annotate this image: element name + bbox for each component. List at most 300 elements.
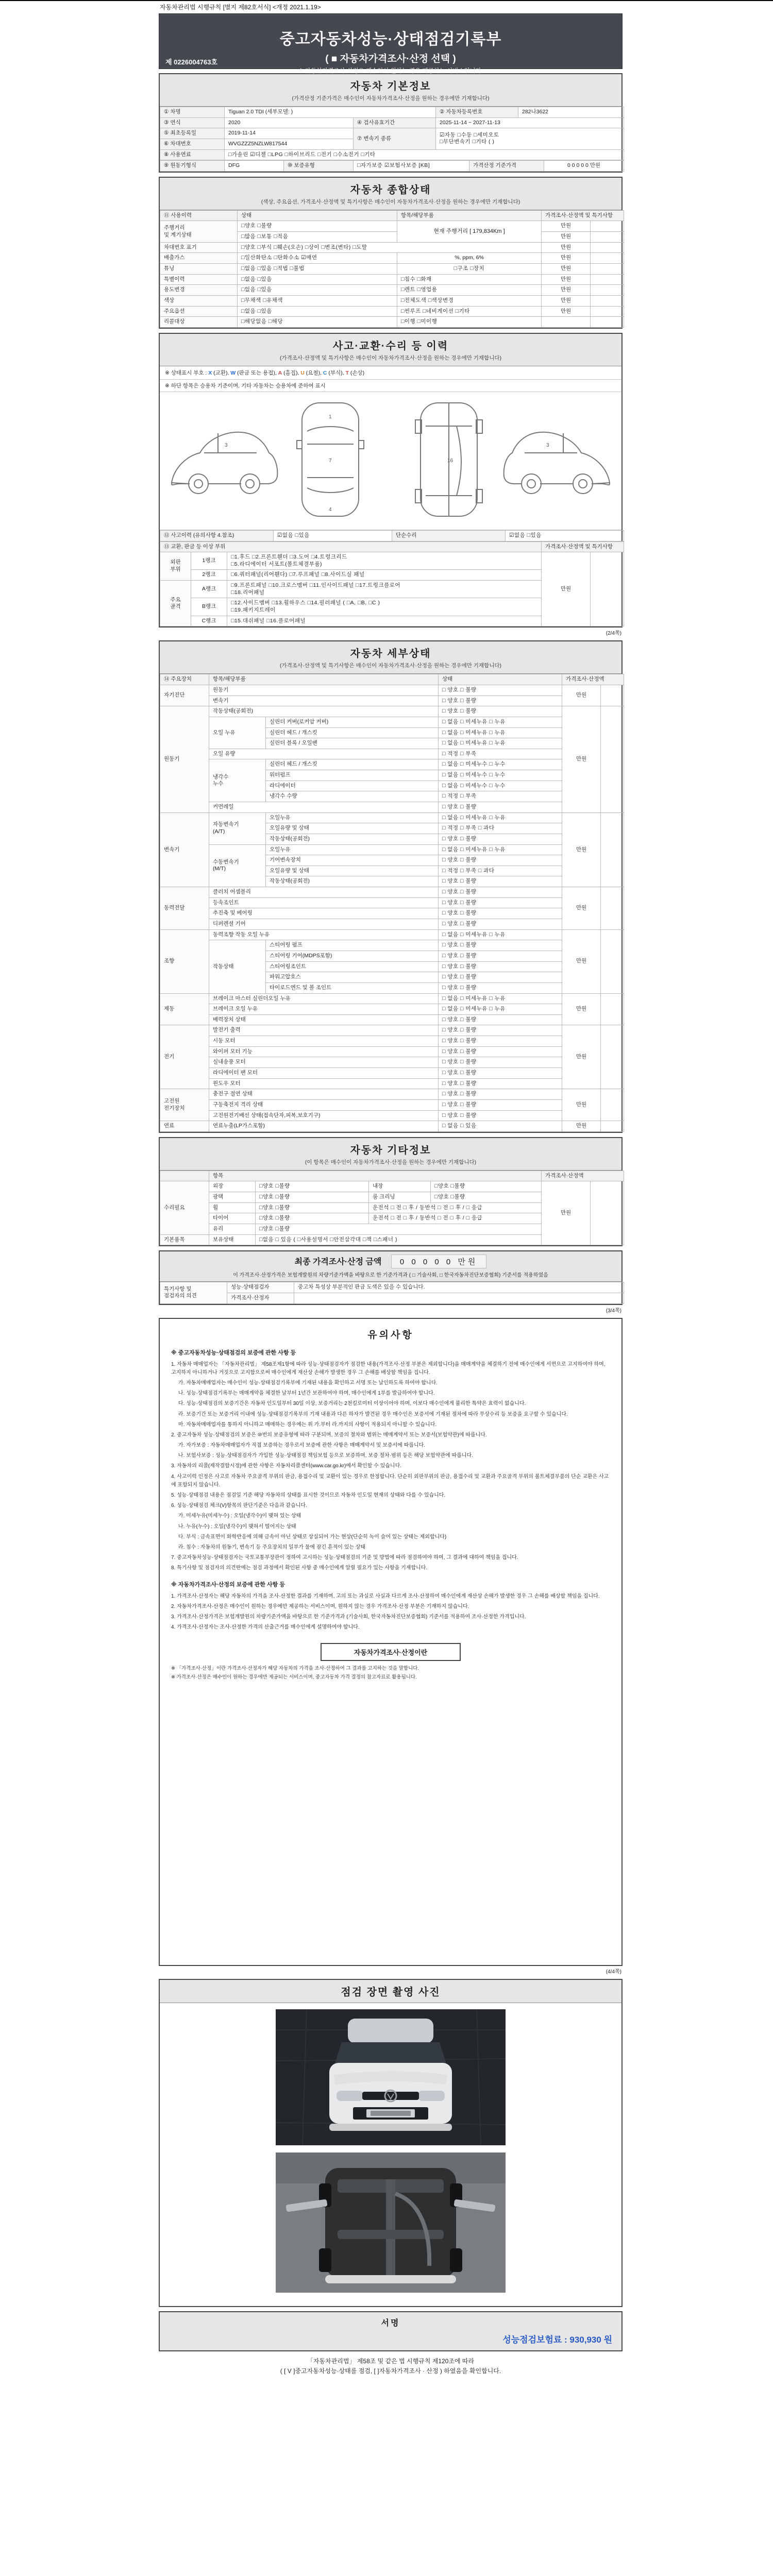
table-row bbox=[160, 802, 624, 812]
table-cell: 오일누유 bbox=[266, 844, 439, 855]
checkbox-group: □ 양호 □ 불량 bbox=[439, 1036, 562, 1047]
table-cell: 고전원전기배선 상태(접속단자,피복,보호기구) bbox=[209, 1110, 439, 1121]
column-header: ① 차명 bbox=[160, 107, 225, 118]
report-note: ※ 자동차가격조사·산정은 매수인이 원하는 경우 제공하는 서비스입니다. bbox=[298, 68, 483, 74]
table-cell bbox=[601, 1025, 624, 1089]
section-notes bbox=[159, 1318, 623, 1966]
table-row bbox=[160, 530, 624, 541]
table-cell: 수동변속기 (M/T) bbox=[209, 844, 266, 887]
table-row bbox=[160, 1004, 624, 1015]
table-row bbox=[160, 253, 624, 264]
table-cell: 튜닝 bbox=[160, 264, 238, 275]
table-cell: 2019-11-14 bbox=[225, 128, 354, 139]
checkbox-group: □ 없음 □ 미세누유 □ 누유 bbox=[439, 844, 562, 855]
table-row bbox=[160, 717, 624, 727]
table-cell: 구동축전지 격리 상태 bbox=[209, 1099, 439, 1110]
table-cell: 작동상태 bbox=[209, 940, 266, 993]
final-price-value: 0 0 0 0 0 만원 bbox=[391, 1255, 487, 1268]
table-cell: 작동상태(공회전) bbox=[266, 876, 439, 887]
table-cell: 고전원 전기장치 bbox=[160, 1089, 209, 1121]
car-diagram-side-right bbox=[504, 432, 610, 494]
note-line: 나. 보험사보증 : 성능·상태점검자가 가입한 성능·상태점검 책임보험 등으로 보증하며, 보증 절차·범위 등은 해당 보험약관에 따릅니다. bbox=[171, 1453, 473, 1459]
table-row bbox=[160, 844, 624, 855]
overall-state-table bbox=[160, 210, 621, 328]
checkbox-group: □ 양호 □ 불량 bbox=[439, 1099, 562, 1110]
column-header: ② 자동차등록번호 bbox=[436, 107, 518, 118]
checkbox-group: □없음 □있음 bbox=[238, 306, 397, 317]
table-cell: 시동 모터 bbox=[209, 1036, 439, 1047]
table-row bbox=[160, 221, 624, 232]
column-header: 단순수리 bbox=[392, 530, 506, 541]
table-row bbox=[160, 759, 624, 770]
table-cell: 제동 bbox=[160, 993, 209, 1025]
photo-car-front bbox=[276, 2009, 506, 2145]
section-photos-title: 점검 장면 촬영 사진 bbox=[341, 1986, 441, 1998]
checkbox-group: □ 없음 □ 미세누수 □ 누수 bbox=[439, 759, 562, 770]
table-cell: DFG bbox=[225, 161, 284, 172]
checkbox-group: ☑없음 □있음 bbox=[274, 530, 392, 541]
table-cell: 특기사항 및 점검자의 의견 bbox=[160, 1282, 227, 1303]
table-cell: 성능·상태점검자 bbox=[227, 1282, 294, 1293]
table-cell: 조향 bbox=[160, 929, 209, 993]
table-cell: 실린더 헤드 / 개스킷 bbox=[266, 759, 439, 770]
table-row bbox=[160, 685, 624, 696]
section-photos-band bbox=[160, 1980, 621, 2003]
table-cell: 오일 누유 bbox=[209, 717, 266, 749]
footer-line2: ( [ V ]중고자동차성능·상태를 점검, [ ]자동차가격조사 · 산정 ) 하였음을 확인합니다. bbox=[280, 2367, 501, 2375]
table-cell: 차대번호 표기 bbox=[160, 242, 238, 253]
table-cell: 커먼레일 bbox=[209, 802, 439, 812]
table-cell: 룸 크리닝 bbox=[369, 1192, 431, 1203]
table-cell: 추진축 및 베어링 bbox=[209, 908, 439, 919]
table-cell: 스티어링 기어(MDPS포함) bbox=[266, 951, 439, 961]
table-row bbox=[160, 285, 624, 296]
table-cell: 2020 bbox=[225, 117, 354, 128]
table-cell: 주행거리 및 계기상태 bbox=[160, 221, 238, 242]
note-line: ※ 가격조사·산정은 매수인이 원하는 경우에만 제공되는 서비스이며, 중고자동차 가격 결정의 참고자료로 활용됩니다. bbox=[171, 1674, 417, 1681]
table-row bbox=[160, 1099, 624, 1110]
column-header: ④ 검사유효기간 bbox=[354, 117, 436, 128]
table-row bbox=[160, 274, 624, 285]
notes-lead: ※ 중고자동차성능·상태점검의 보증에 관한 사항 등 bbox=[171, 1349, 296, 1356]
table-cell: 만원 bbox=[542, 295, 591, 306]
accident-history-table bbox=[160, 530, 621, 541]
svg-text:4: 4 bbox=[329, 506, 332, 513]
section-etc-info bbox=[159, 1137, 623, 1246]
legend-text: (판금 또는 용접), bbox=[236, 369, 278, 376]
table-cell: 만원 bbox=[542, 221, 591, 232]
checkbox-group: □ 없음 □ 미세누유 □ 누유 bbox=[439, 1004, 562, 1015]
report-title: 중고자동차성능·상태점검기록부 bbox=[279, 31, 502, 48]
checkbox-group: □ 양호 □ 불량 bbox=[439, 919, 562, 930]
table-cell: 만원 bbox=[542, 253, 591, 264]
checkbox-group: □무채색 □유채색 bbox=[238, 295, 397, 306]
checkbox-group: □양호 □불량 bbox=[431, 1181, 542, 1192]
etc-info-table-grid bbox=[160, 1171, 624, 1245]
table-cell bbox=[601, 706, 624, 812]
legend-text: ※ 상태표시 부호 : bbox=[165, 369, 209, 376]
table-cell: 실린더 커버(로커암 커버) bbox=[266, 717, 439, 727]
checkbox-group: □일산화탄소 □탄화수소 ☑매연 bbox=[238, 253, 397, 264]
checkbox-group: □침수 □화재 bbox=[397, 274, 542, 285]
table-cell bbox=[601, 1121, 624, 1132]
note-line: 가. 미세누유(미세누수) : 오일(냉각수)이 맺혀 있는 상태 bbox=[171, 1513, 301, 1519]
checkbox-group: □ 양호 □ 불량 bbox=[439, 897, 562, 908]
table-cell: 브레이크 오일 누유 bbox=[209, 1004, 439, 1015]
checkbox-group: 운전석 □ 전 □ 후 / 동반석 □ 전 □ 후 / □ 응급 bbox=[369, 1202, 542, 1213]
state-symbol-letter: T bbox=[345, 369, 349, 376]
table-cell bbox=[591, 295, 624, 306]
column-header: 가격조사·산정액 및 특기사항 bbox=[542, 541, 624, 552]
checkbox-group: □ 양호 □ 불량 bbox=[439, 908, 562, 919]
table-row bbox=[160, 128, 624, 139]
checkbox-group: □없음 □있음 bbox=[238, 285, 397, 296]
table-cell bbox=[591, 274, 624, 285]
checkbox-group: □ 양호 □ 불량 bbox=[439, 1089, 562, 1100]
table-cell: 원동기 bbox=[160, 706, 209, 812]
section-detail-title: 자동차 세부상태 bbox=[350, 648, 431, 660]
section-basic-info bbox=[159, 73, 623, 173]
note-line: 7. 중고자동차성능·상태점검자는 국토교통부장관이 정하여 고시하는 성능·상태점검의 기준 및 방법에 따라 점검하여야 하며, 그 결과에 대하여 책임을 집니다. bbox=[171, 1555, 518, 1561]
table-cell: 연료 bbox=[160, 1121, 209, 1132]
section-signature bbox=[159, 2311, 623, 2351]
note-line: 다. 성능·상태점검의 보증기간은 자동차 인도일부터 30일 이상, 보증거리는 2천킬로미터 이상이어야 하며, 이보다 매수인에게 불리한 특약은 효력이 없습니다. bbox=[171, 1401, 526, 1407]
note-line: 2. 중고자동차 성능·상태점검의 보증은 ⑩번의 보증유형에 따라 구분되며, 보증의 절차와 범위는 매매계약서 또는 보증서(보험약관)에 따릅니다. bbox=[171, 1432, 487, 1438]
table-row bbox=[160, 696, 624, 706]
table-cell bbox=[601, 993, 624, 1025]
checkbox-group: □ 적정 □ 부족 □ 과다 bbox=[439, 823, 562, 834]
note-line: 라. 보증기간 또는 보증거리 이내에 성능·상태점검기록부의 기재 내용과 다른 하자가 발견된 경우 매수인은 보증서에 기재된 절차에 따라 무상수리 등 보증을 요구할 수 있습니다. bbox=[171, 1411, 568, 1417]
note-line: 1. 가격조사·산정자는 해당 자동차의 가격을 조사·산정한 결과를 기재하며, 고의 또는 과실로 사실과 다르게 조사·산정하여 매수인에게 재산상 손해가 발생한 경우 그 손해를 배상할 책임을 집니다. bbox=[171, 1593, 600, 1599]
table-cell: 동력조향 작동 오일 누유 bbox=[209, 929, 439, 940]
column-header: ⑦ 변속기 종류 bbox=[354, 128, 436, 149]
column-header: ⑤ 최초등록일 bbox=[160, 128, 225, 139]
table-cell: 연료누출(LP가스포함) bbox=[209, 1121, 439, 1132]
table-cell bbox=[591, 242, 624, 253]
table-cell: 디퍼렌셜 기어 bbox=[209, 919, 439, 930]
note-line: 2. 자동차가격조사·산정은 매수인이 원하는 경우에만 제공하는 서비스이며, 원하지 않는 경우 가격조사·산정 부분은 기재하지 않습니다. bbox=[171, 1603, 469, 1609]
notes-lines2 bbox=[171, 1592, 610, 1632]
table-row bbox=[160, 919, 624, 930]
column-header: ⑩ 보증유형 bbox=[284, 161, 354, 172]
section-etc-title: 자동차 기타정보 bbox=[350, 1144, 431, 1156]
checkbox-group: □ 없음 □ 미세누유 □ 누유 bbox=[439, 812, 562, 823]
table-cell: 만원 bbox=[542, 552, 591, 626]
table-cell: 1랭크 bbox=[191, 552, 227, 570]
table-cell bbox=[591, 264, 624, 275]
table-cell bbox=[591, 221, 624, 232]
diagram-part-numbers bbox=[225, 414, 549, 513]
checkbox-group: □1.후드 □2.프론트휀더 □3.도어 □4.트렁크리드 □5.라디에이터 서포트(볼트체결부품) bbox=[227, 552, 542, 570]
table-cell: 타이어 bbox=[209, 1213, 256, 1224]
checkbox-group: □양호 □불량 bbox=[256, 1192, 369, 1203]
section-detail-state bbox=[159, 640, 623, 1133]
table-cell bbox=[591, 232, 624, 243]
inspection-photos bbox=[160, 2003, 621, 2306]
table-row bbox=[160, 706, 624, 717]
checkbox-group: □ 없음 □ 미세누유 □ 누유 bbox=[439, 717, 562, 727]
checkbox-group: □많음 □보통 □적음 bbox=[238, 232, 397, 243]
accident-rank-table bbox=[160, 541, 621, 627]
table-cell: 만원 bbox=[562, 812, 601, 887]
table-cell: %, ppm, 6% bbox=[397, 253, 542, 264]
checkbox-group: □ 양호 □ 불량 bbox=[439, 834, 562, 844]
checkbox-group: □12.사이드멤버 □13.휠하우스 □14.필러패널 ( □A, □B, □C ) □19.패키지트레이 bbox=[227, 598, 542, 616]
note-line: 4. 사고이력 인정은 사고로 자동차 주요골격 부위의 판금, 용접수리 및 교환이 있는 경우로 한정합니다. 단순히 외판부위의 판금, 용접수리 및 교환과 주요골격 부위의 볼트체결부품의 단순 교환은 사고에 포함되지 않습니다. bbox=[171, 1473, 609, 1488]
checkbox-group: □양호 □부식 □훼손(오손) □상이 □변조(변타) □도말 bbox=[238, 242, 542, 253]
table-cell bbox=[591, 317, 624, 328]
checkbox-group: □ 양호 □ 불량 bbox=[439, 1110, 562, 1121]
table-cell: 만원 bbox=[562, 887, 601, 930]
note-line: 다. 부식 : 금속표면이 화학반응에 의해 금속이 아닌 상태로 상실되어 가는 현상(단순히 녹이 슬어 있는 상태는 제외합니다) bbox=[171, 1534, 447, 1540]
inspector-opinions-table bbox=[160, 1282, 621, 1303]
checkbox-group: □자가보증 ☑보험사보증 [KB] bbox=[354, 161, 469, 172]
legend-text: (손상) bbox=[348, 369, 365, 376]
table-row bbox=[160, 812, 624, 823]
checkbox-group: □없음 □ 있음 ( □사용설명서 □안전삼각대 □잭 □스패너 ) bbox=[256, 1234, 542, 1245]
checkbox-group: □없음 □있음 □적법 □불법 bbox=[238, 264, 397, 275]
notes-sub-title: ※ 자동차가격조사·산정의 보증에 관한 사항 등 bbox=[171, 1581, 285, 1588]
checkbox-group: □ 적정 □ 부족 bbox=[439, 749, 562, 759]
final-price-label: 최종 가격조사·산정 금액 bbox=[294, 1258, 382, 1267]
column-header: ⑫ 사고이력 (유의사항 4.참조) bbox=[160, 530, 274, 541]
checkbox-group: □ 양호 □ 불량 bbox=[439, 961, 562, 972]
table-cell: A랭크 bbox=[191, 581, 227, 598]
table-cell bbox=[294, 1293, 624, 1303]
table-row bbox=[160, 1089, 624, 1100]
table-row bbox=[160, 887, 624, 898]
column-header: ⑭ 주요장치 bbox=[160, 674, 209, 685]
form-reference-text: 자동차관리법 시행규칙 [별지 제82호서식] <개정 2021.1.19> bbox=[160, 4, 321, 11]
table-row bbox=[160, 940, 624, 951]
checkbox-group: □ 양호 □ 불량 bbox=[439, 1057, 562, 1068]
table-cell: 유리 bbox=[209, 1224, 256, 1235]
table-cell: 냉각수 누수 bbox=[209, 759, 266, 802]
checkbox-group: □9.프론트패널 □10.크로스멤버 □11.인사이드패널 □17.트렁크플로어 □18.리어패널 bbox=[227, 581, 542, 598]
checkbox-group: □ 양호 □ 불량 bbox=[439, 685, 562, 696]
table-row bbox=[160, 1014, 624, 1025]
checkbox-group: □6.쿼터패널(리어휀다) □7.루프패널 □8.사이드실 패널 bbox=[227, 570, 542, 581]
checkbox-group: □ 양호 □ 불량 bbox=[439, 706, 562, 717]
checkbox-group: □ 양호 □ 불량 bbox=[439, 802, 562, 812]
table-cell: 기어변속장치 bbox=[266, 855, 439, 866]
table-cell: 수리필요 bbox=[160, 1181, 209, 1234]
table-cell: 배출가스 bbox=[160, 253, 238, 264]
column-header: ⑨ 원동기형식 bbox=[160, 161, 225, 172]
note-line: 3. 자동차의 리콜(제작결함시정)에 관한 사항은 자동차리콜센터(www.car.go.kr)에서 확인할 수 있습니다. bbox=[171, 1463, 402, 1469]
section-overall-title: 자동차 종합상태 bbox=[350, 184, 431, 196]
state-symbol-legend bbox=[160, 366, 621, 380]
section-accident-history bbox=[159, 333, 623, 628]
document-number: 제 0226004763호 bbox=[165, 58, 218, 66]
page-marker-2: (2/4쪽) bbox=[606, 631, 621, 637]
section-etc-subtitle: (이 항목은 매수인이 자동차가격조사·산정을 원하는 경우에만 기재합니다) bbox=[305, 1159, 477, 1165]
table-cell: 만원 bbox=[562, 929, 601, 993]
column-header bbox=[160, 1171, 209, 1181]
column-header: ⑪ 사용이력 bbox=[160, 210, 238, 221]
table-cell bbox=[591, 253, 624, 264]
table-cell: 오일누유 bbox=[266, 812, 439, 823]
state-symbol-letter: U bbox=[300, 369, 305, 376]
basic-info-table-grid bbox=[160, 107, 624, 160]
table-cell: 라디에이터 팬 모터 bbox=[209, 1068, 439, 1079]
table-cell: 브레이크 마스터 실린더오일 누유 bbox=[209, 993, 439, 1004]
checkbox-group: ☑없음 □있음 bbox=[506, 530, 624, 541]
table-cell: 라디에이터 bbox=[266, 781, 439, 791]
table-row bbox=[160, 264, 624, 275]
car-diagram-svg bbox=[164, 395, 617, 524]
table-row bbox=[160, 149, 624, 160]
table-cell: 변속기 bbox=[209, 696, 439, 706]
table-cell: 색상 bbox=[160, 295, 238, 306]
table-cell: WVGZZZ5NZLW817544 bbox=[225, 139, 354, 149]
table-cell: 만원 bbox=[542, 306, 591, 317]
note-line: 8. 특기사항 및 점검자의 의견란에는 점검 과정에서 확인된 사항 중 매수인에게 알릴 필요가 있는 사항을 기재합니다. bbox=[171, 1565, 428, 1571]
table-cell: 만원 bbox=[542, 232, 591, 243]
report-page bbox=[159, 1, 623, 2376]
table-cell: 만원 bbox=[562, 1121, 601, 1132]
final-price-band bbox=[160, 1251, 621, 1282]
checkbox-group: □양호 □불량 bbox=[256, 1224, 542, 1235]
column-header: 상태 bbox=[439, 674, 562, 685]
table-row bbox=[160, 929, 624, 940]
table-cell: 리콜대상 bbox=[160, 317, 238, 328]
note-line: 3. 가격조사·산정가격은 보험개발원의 차량기준가액을 바탕으로 한 기준가격과 (기술사회, 한국자동차진단보증협회) 기준서를 적용하여 조사·산정한 가격입니다. bbox=[171, 1614, 526, 1620]
note-line: 나. 누유(누수) : 오일(냉각수)이 맺혀서 떨어지는 상태 bbox=[171, 1523, 296, 1530]
table-cell: 외장 bbox=[209, 1181, 256, 1192]
checkbox-group: □없음 □있음 bbox=[238, 274, 397, 285]
checkbox-group: □ 양호 □ 불량 bbox=[439, 951, 562, 961]
final-price-note: 이 가격조사·산정가격은 보험개발원의 차량기준가액을 바탕으로 한 기준가격과 ( □ 기술사회, □ 한국자동차진단보증협회) 기준서를 적용하였음 bbox=[233, 1273, 548, 1279]
column-header: 가격조사·산정액 bbox=[562, 674, 624, 685]
state-symbol-letter: C bbox=[323, 369, 327, 376]
checkbox-group: □ 없음 □ 미세누수 □ 누수 bbox=[439, 770, 562, 781]
note-line: 1. 자동차 매매업자는 「자동차관리법」 제58조제1항에 따라 성능·상태점검자가 점검한 내용(가격조사·산정 부분은 제외합니다)을 매매계약을 체결하기 전에 매수인에게 서면으로 고지하여야 하며, 고지하지 아니하거나 거짓으로 고지함으로써 매수인에게 재산상 손해가 발생한 경우 그 손해를 배상할 책임을 집니다. bbox=[171, 1361, 607, 1376]
table-cell: 오일 유량 bbox=[209, 749, 439, 759]
inspector-opinion: 중고차 특성상 부분적인 판금 도색은 있을 수 있습니다. bbox=[294, 1282, 624, 1293]
column-header: 항목/해당부품 bbox=[397, 210, 542, 221]
table-cell: 전기 bbox=[160, 1025, 209, 1089]
section-final-price bbox=[159, 1250, 623, 1304]
car-diagram-side-left bbox=[172, 432, 277, 494]
overall-state-table-grid bbox=[160, 210, 624, 328]
table-cell: 배력장치 상태 bbox=[209, 1014, 439, 1025]
page-marker-3: (3/4쪽) bbox=[606, 1308, 621, 1314]
price-definition-lines bbox=[171, 1665, 610, 1681]
column-header: ⑥ 차대번호 bbox=[160, 139, 225, 149]
table-cell bbox=[542, 317, 591, 328]
etc-info-table bbox=[160, 1171, 621, 1245]
checkbox-group: □ 양호 □ 불량 bbox=[439, 887, 562, 898]
svg-text:7: 7 bbox=[329, 457, 332, 464]
state-symbol-letter: X bbox=[208, 369, 212, 376]
section-overall-subtitle: (색상, 주요옵션, 가격조사·산정액 및 특기사항은 매수인이 자동차가격조사·산정을 원하는 경우에만 기재합니다) bbox=[261, 198, 520, 205]
table-cell: 자기진단 bbox=[160, 685, 209, 706]
checkbox-group: □ 적정 □ 부족 □ 과다 bbox=[439, 866, 562, 876]
accident-history-table-grid bbox=[160, 530, 624, 541]
table-row bbox=[160, 295, 624, 306]
detail-state-table bbox=[160, 674, 621, 1132]
basic-info-table2-grid bbox=[160, 160, 624, 172]
table-row bbox=[160, 1181, 624, 1192]
notes-lines bbox=[171, 1361, 610, 1573]
report-header bbox=[159, 13, 623, 74]
checkbox-group: □ 양호 □ 불량 bbox=[439, 1078, 562, 1089]
table-row bbox=[160, 1046, 624, 1057]
legend-text: (교환), bbox=[212, 369, 231, 376]
section-overall-state bbox=[159, 177, 623, 329]
table-row bbox=[160, 242, 624, 253]
checkbox-group: □렌트 □영업용 bbox=[397, 285, 542, 296]
table-cell: 와이퍼 모터 기능 bbox=[209, 1046, 439, 1057]
note-line: 마. 자동차매매업자를 통하지 아니하고 매매하는 경우에는 위 가.부터 라.까지의 사항이 적용되지 아니할 수 있습니다. bbox=[171, 1421, 437, 1428]
table-cell: 만원 bbox=[562, 1089, 601, 1121]
note-line: 5. 성능·상태점검 내용은 점검일 기준 해당 자동차의 상태를 표시한 것이므로 자동차 인도일 현재의 상태와 다를 수 있습니다. bbox=[171, 1493, 446, 1499]
table-cell: 휠 bbox=[209, 1202, 256, 1213]
checkbox-group: □양호 □불량 bbox=[256, 1181, 369, 1192]
table-cell: 보유상태 bbox=[209, 1234, 256, 1245]
table-cell: 만원 bbox=[562, 685, 601, 706]
table-cell: 기본품목 bbox=[160, 1234, 209, 1245]
column-header: 가격산정 기준가격 bbox=[469, 161, 544, 172]
table-cell: 발전기 출력 bbox=[209, 1025, 439, 1036]
column-header: 가격조사·산정액 bbox=[542, 1171, 624, 1181]
section-accident-title: 사고·교환·수리 등 이력 bbox=[332, 340, 449, 352]
table-cell: Tiguan 2.0 TDI (세부모델: ) bbox=[225, 107, 436, 118]
checkbox-group: □ 양호 □ 불량 bbox=[439, 696, 562, 706]
table-cell: B랭크 bbox=[191, 598, 227, 616]
table-cell: 만원 bbox=[562, 993, 601, 1025]
table-cell: 파워고압호스 bbox=[266, 972, 439, 983]
table-cell: 주요 골격 bbox=[160, 581, 191, 626]
table-row bbox=[160, 897, 624, 908]
table-row bbox=[160, 210, 624, 221]
note-line: 나. 성능·상태점검기록부는 매매계약을 체결한 날부터 1년간 보관하여야 하며, 매수인에게 1부를 발급하여야 합니다. bbox=[171, 1391, 435, 1397]
checkbox-group: 운전석 □ 전 □ 후 / 동반석 □ 전 □ 후 / □ 응급 bbox=[369, 1213, 542, 1224]
table-row bbox=[160, 107, 624, 118]
table-cell: 외판 부위 bbox=[160, 552, 191, 581]
checkbox-group: □ 양호 □ 불량 bbox=[439, 982, 562, 993]
table-row bbox=[160, 908, 624, 919]
table-cell: 충전구 절연 상태 bbox=[209, 1089, 439, 1100]
checkbox-group: □양호 □불량 bbox=[256, 1202, 369, 1213]
odometer-value: 현재 주행거리 [ 179,834Km ] bbox=[397, 221, 542, 242]
table-row bbox=[160, 1293, 624, 1303]
table-cell: 워터펌프 bbox=[266, 770, 439, 781]
table-cell: 타이로드엔드 및 볼 조인트 bbox=[266, 982, 439, 993]
section-detail-band bbox=[160, 641, 621, 674]
svg-text:3: 3 bbox=[546, 442, 549, 448]
table-row bbox=[160, 1057, 624, 1068]
car-damage-diagrams bbox=[160, 392, 621, 530]
section-accident-band bbox=[160, 334, 621, 366]
footer-line1: 「자동차관리법」 제58조 및 같은 법 시행규칙 제120조에 따라 bbox=[307, 2357, 475, 2365]
checkbox-group: ☑자동 □수동 □세미오토 □무단변속기 □기타 ( ) bbox=[436, 128, 624, 149]
table-cell: 스티어링 펌프 bbox=[266, 940, 439, 951]
checkbox-group: □ 없음 □ 미세누유 □ 누유 bbox=[439, 738, 562, 749]
table-cell: 변속기 bbox=[160, 812, 209, 887]
checkbox-group: □ 없음 □ 미세누유 □ 누유 bbox=[439, 727, 562, 738]
table-cell: 2랭크 bbox=[191, 570, 227, 581]
table-row bbox=[160, 1282, 624, 1293]
checkbox-group: □ 없음 □ 있음 bbox=[439, 1121, 562, 1132]
table-row bbox=[160, 1110, 624, 1121]
note-line: 6. 성능·상태점검 체크(V)항목의 판단기준은 다음과 같습니다. bbox=[171, 1503, 307, 1509]
table-cell: 클러치 어셈블리 bbox=[209, 887, 439, 898]
table-row bbox=[160, 1025, 624, 1036]
checkbox-group: □ 양호 □ 불량 bbox=[439, 1068, 562, 1079]
table-cell: 내장 bbox=[369, 1181, 431, 1192]
